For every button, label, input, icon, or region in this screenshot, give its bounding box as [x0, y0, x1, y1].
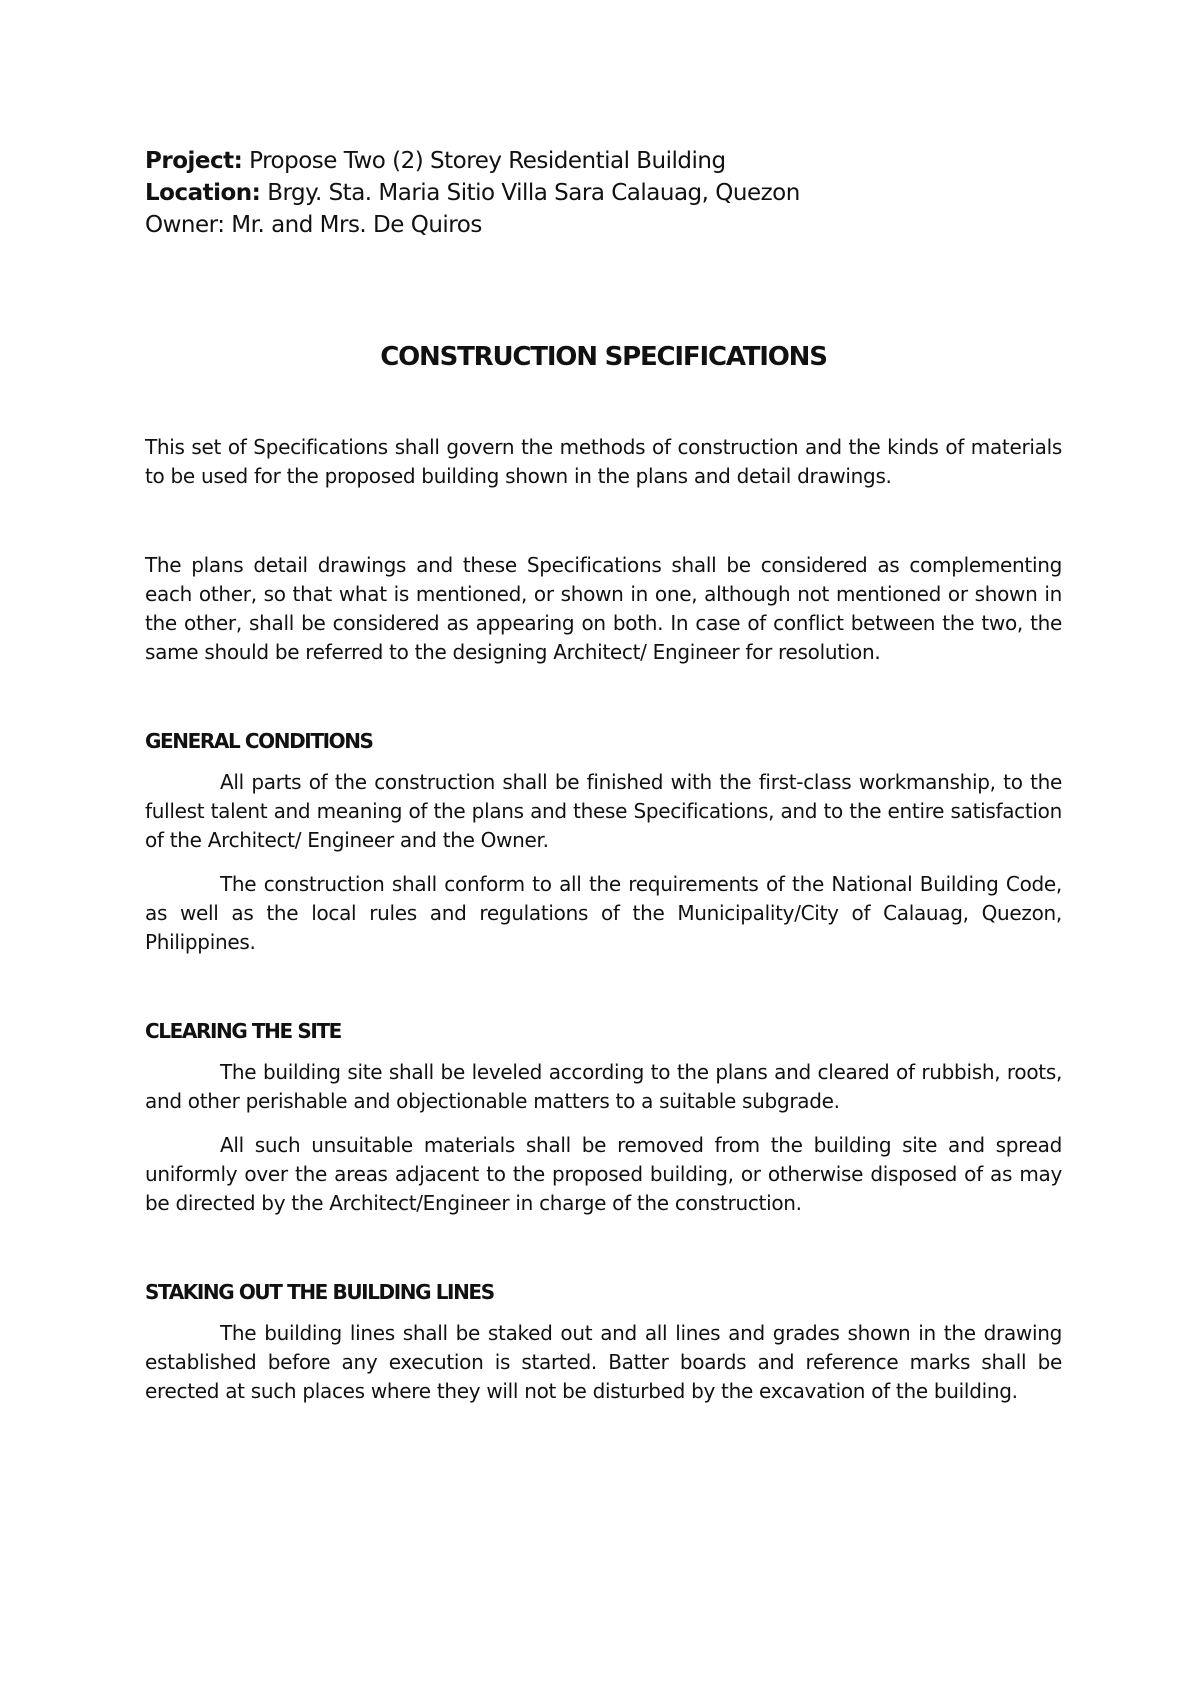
staking-out-paragraph-1: The building lines shall be staked out and all lines and grades shown in the drawing established before any execution is started. Batter boards and reference marks shall be erected at such places where they will not be disturbed by the excavation of the building.: [145, 1321, 1062, 1403]
owner-line: Owner: Mr. and Mrs. De Quiros: [145, 212, 482, 238]
section-heading-clearing-the-site: CLEARING THE SITE: [145, 1019, 341, 1043]
general-conditions-paragraph-1: All parts of the construction shall be finished with the first-class workmanship, to the fullest talent and meaning of the plans and these Specifications, and to the entire satisfaction of the Architect/ Engineer and the Owner.: [145, 770, 1062, 852]
project-line: [145, 145, 1062, 177]
location-line: [145, 177, 1062, 209]
intro-paragraph-1: This set of Specifications shall govern the methods of construction and the kinds of materials to be used for the proposed building shown in the plans and detail drawings.: [145, 435, 1062, 488]
document-title: CONSTRUCTION SPECIFICATIONS: [380, 342, 827, 372]
clearing-site-paragraph-2: All such unsuitable materials shall be removed from the building site and spread uniformly over the areas adjacent to the proposed building, or otherwise disposed of as may be directed by the Architect/Engineer in charge of the construction.: [145, 1133, 1062, 1215]
section-heading-staking-out: STAKING OUT THE BUILDING LINES: [145, 1280, 494, 1304]
section-heading-general-conditions: GENERAL CONDITIONS: [145, 729, 373, 753]
document-body: [145, 145, 1062, 1406]
project-value: Propose Two (2) Storey Residential Building: [249, 148, 726, 174]
general-conditions-paragraph-2: The construction shall conform to all the requirements of the National Building Code, as well as the local rules and regulations of the Municipality/City of Calauag, Quezon, Philippines.: [145, 872, 1062, 954]
clearing-site-paragraph-1: The building site shall be leveled according to the plans and cleared of rubbish, roots, and other perishable and objectionable matters to a suitable subgrade.: [145, 1060, 1062, 1113]
location-value: Brgy. Sta. Maria Sitio Villa Sara Calauag, Quezon: [267, 180, 800, 206]
intro-paragraph-2: The plans detail drawings and these Specifications shall be considered as complementing each other, so that what is mentioned, or shown in one, although not mentioned or shown in the other, shall be considered as appearing on both. In case of conflict between the two, the same should be referred to the designing Architect/ Engineer for resolution.: [145, 553, 1062, 664]
project-label: Project:: [145, 148, 243, 174]
location-label: Location:: [145, 180, 261, 206]
